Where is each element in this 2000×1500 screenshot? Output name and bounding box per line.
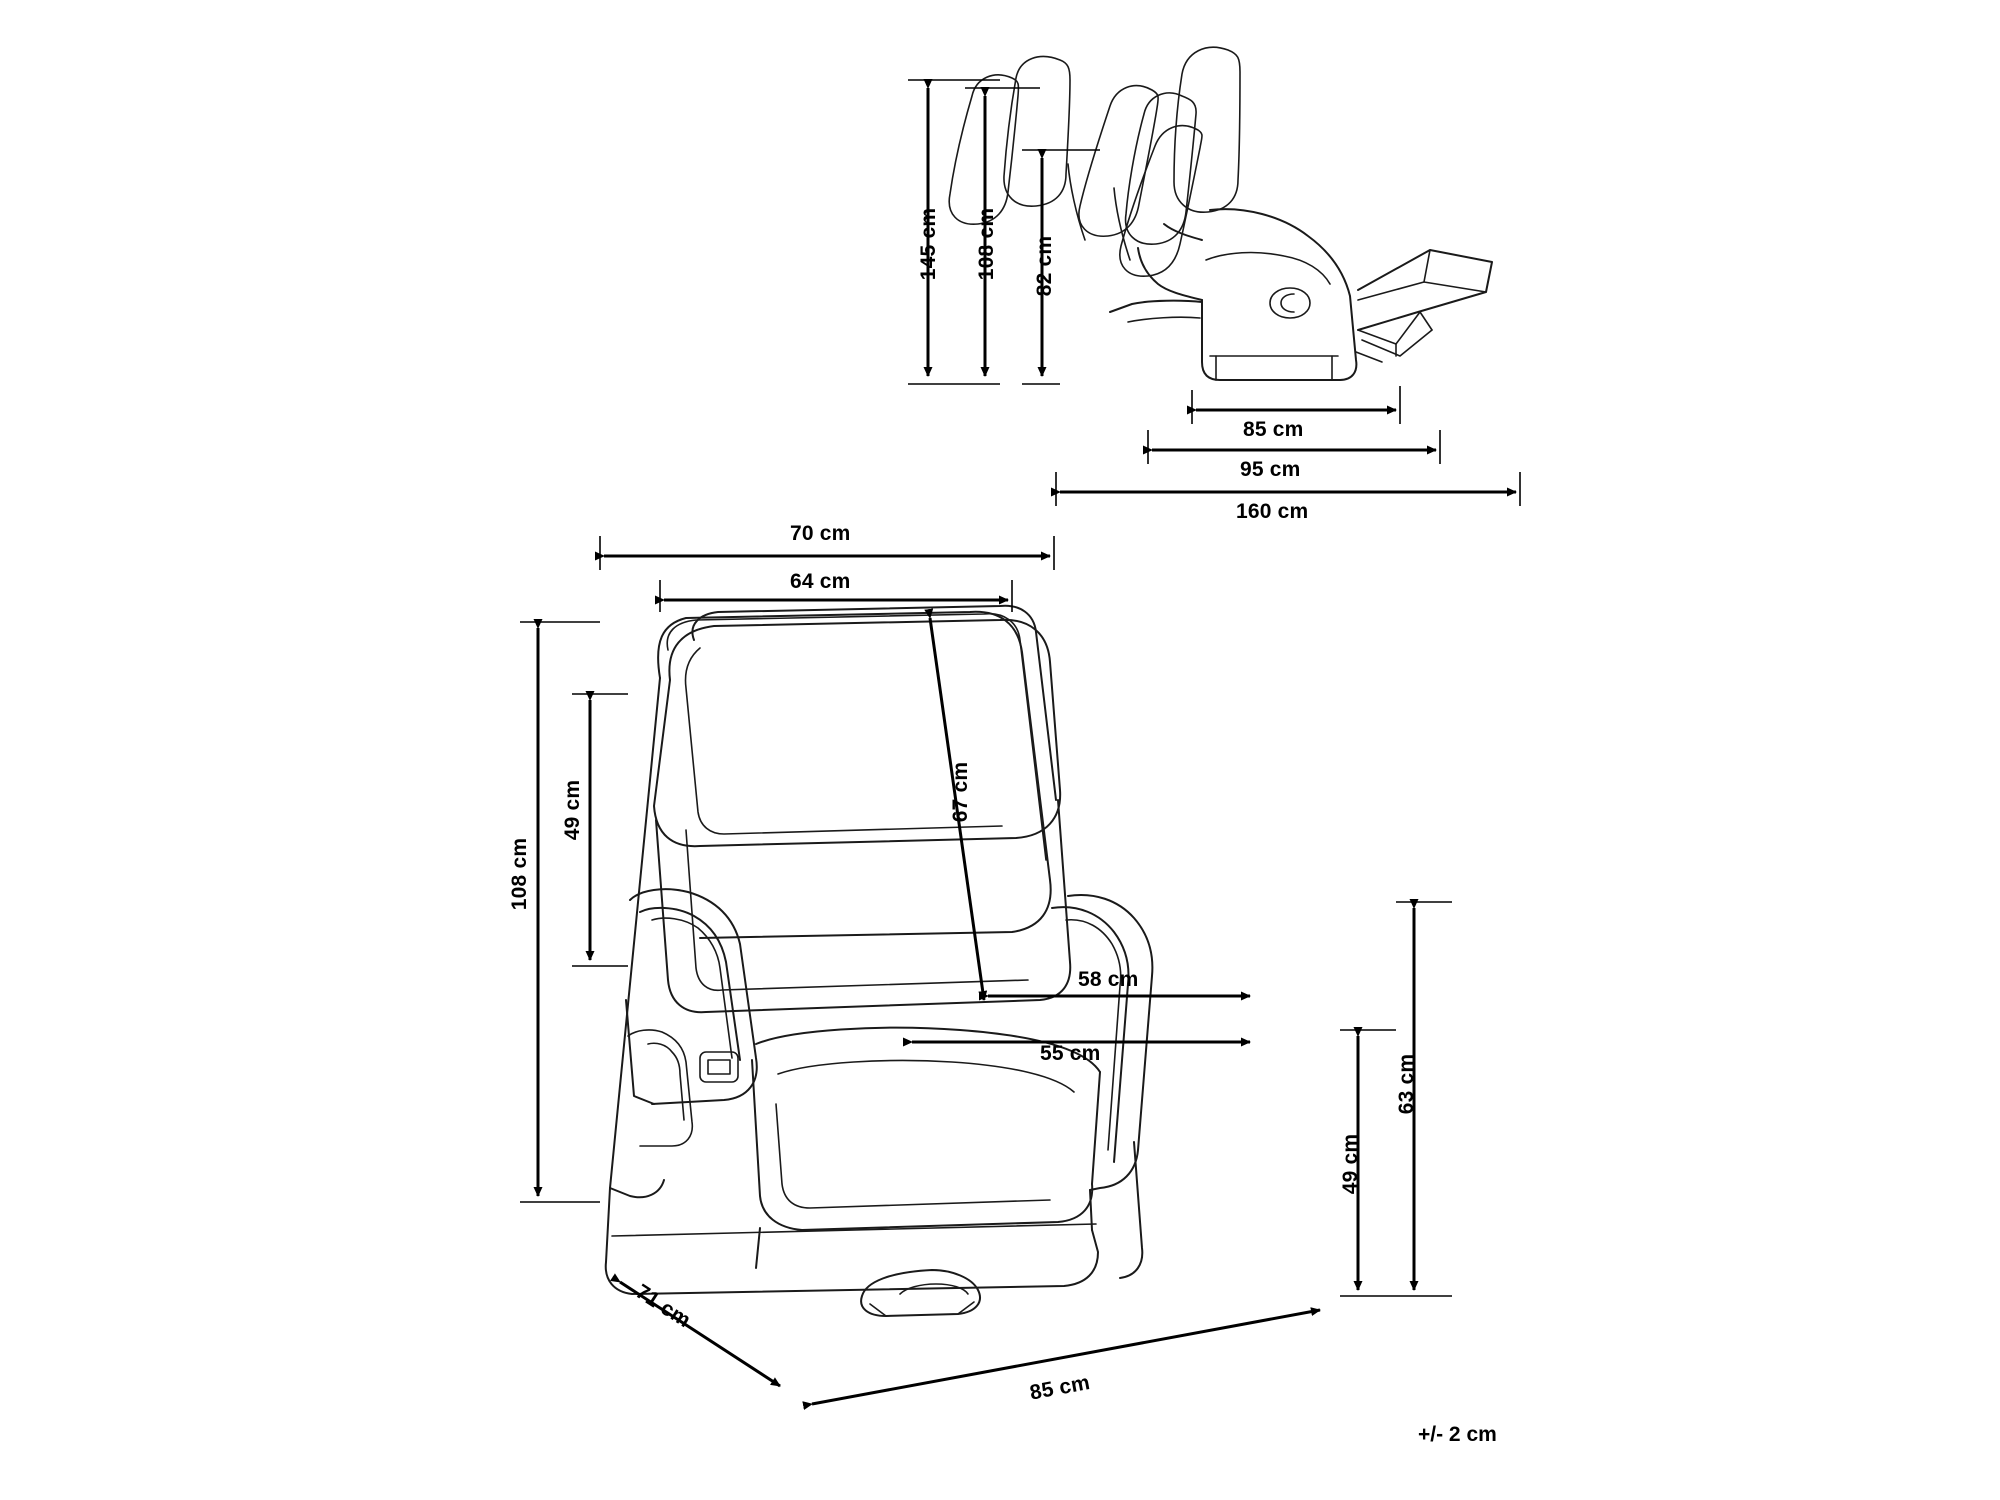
side-view-dimension-lines <box>908 80 1520 506</box>
dim-label-side-height-arm: 82 cm <box>1033 235 1056 297</box>
dim-label-side-height-total: 145 cm <box>917 207 940 281</box>
dim-label-depth-side: 71 cm <box>631 1280 695 1333</box>
front-perspective-chair-illustration <box>606 606 1153 1316</box>
dim-label-height-backrest: 49 cm <box>561 779 584 841</box>
dim-label-side-depth-reclined: 160 cm <box>1236 500 1309 523</box>
dim-label-height-total: 108 cm <box>508 837 531 911</box>
dim-label-backrest-diagonal: 67 cm <box>949 761 972 823</box>
dim-label-width-base: 85 cm <box>1028 1370 1092 1405</box>
dim-label-side-depth-chair: 95 cm <box>1240 458 1301 481</box>
dim-label-width-inner: 64 cm <box>790 570 851 593</box>
dim-label-seat-depth-upper: 58 cm <box>1078 968 1139 991</box>
dim-label-side-height-back: 108 cm <box>975 207 998 281</box>
side-view-chair-illustration <box>949 47 1492 380</box>
front-view-dimension-lines <box>520 536 1452 1404</box>
tolerance-note: +/- 2 cm <box>1418 1423 1497 1446</box>
dim-label-side-depth-seat: 85 cm <box>1243 418 1304 441</box>
dim-label-width-total: 70 cm <box>790 522 851 545</box>
dim-label-arm-height: 63 cm <box>1395 1053 1418 1115</box>
dim-label-seat-width: 55 cm <box>1040 1042 1101 1065</box>
dim-label-seat-height: 49 cm <box>1339 1133 1362 1195</box>
